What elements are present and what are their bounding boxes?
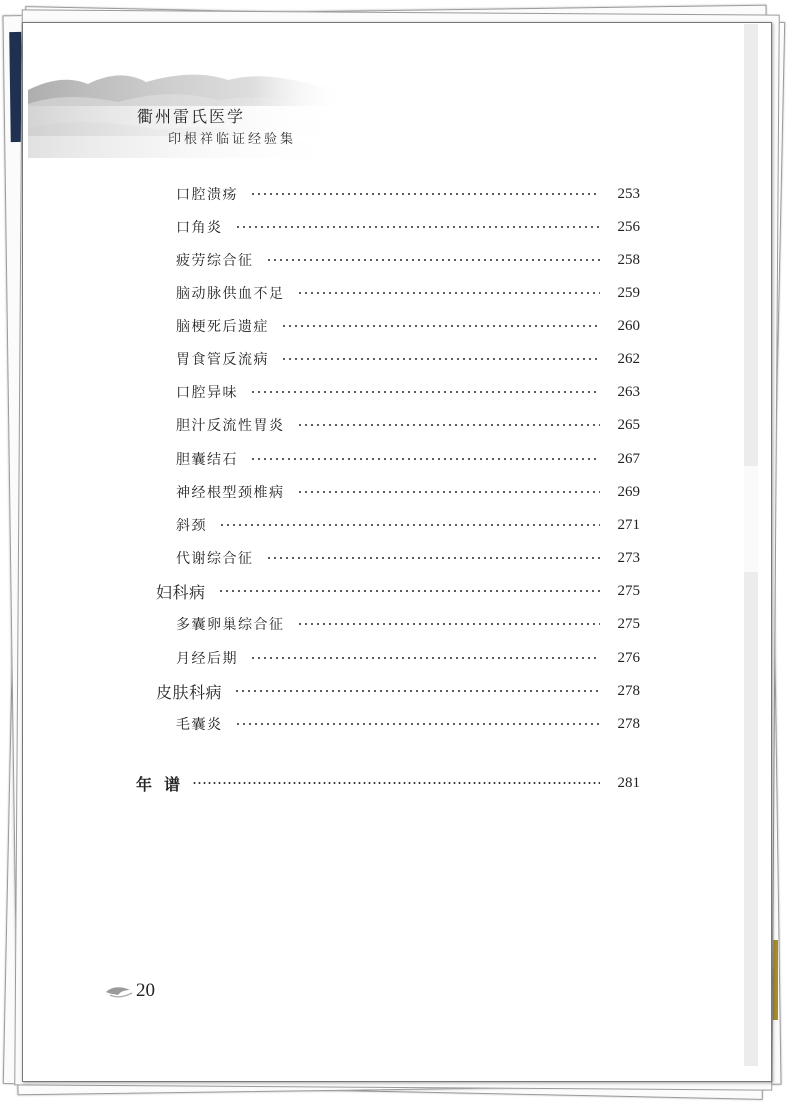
toc-entry[interactable] [156, 580, 640, 602]
toc-leader-dots [235, 226, 601, 228]
toc-entry-title: 年谱 [136, 774, 193, 794]
toc-entry[interactable] [176, 216, 640, 238]
toc-leader-dots [219, 524, 600, 526]
toc-entry-title: 脑动脉供血不足 [176, 286, 285, 302]
toc-entry-page: 273 [617, 549, 640, 566]
toc-leader-dots [250, 391, 600, 393]
toc-entry-title: 脑梗死后遗症 [176, 319, 269, 335]
toc-leader-dots [250, 458, 600, 460]
toc-leader-dots [266, 557, 601, 559]
toc-entry-title: 妇科病 [156, 582, 206, 602]
toc-entry-page: 276 [617, 649, 640, 666]
toc-entry-title: 口腔异味 [176, 385, 238, 401]
toc-entry-page: 259 [617, 284, 640, 301]
toc-entry-title: 神经根型颈椎病 [176, 485, 285, 501]
toc-entry-title: 口角炎 [176, 220, 223, 236]
toc-leader-dots [297, 623, 601, 625]
toc-entry-page: 269 [617, 483, 640, 500]
toc-leader-dots [281, 358, 600, 360]
book-title: 印根祥临证经验集 [168, 132, 297, 147]
toc-entry-page: 265 [617, 416, 640, 433]
leaf-swirl-icon [104, 984, 134, 1000]
page-number: 20 [136, 980, 155, 1001]
toc-leader-dots [250, 193, 600, 195]
toc-entry[interactable] [176, 183, 640, 205]
toc-entry[interactable] [176, 713, 640, 735]
toc-leader-dots [192, 782, 600, 784]
toc-entry-title: 口腔溃疡 [176, 187, 238, 203]
toc-entry[interactable] [176, 448, 640, 470]
toc-entry[interactable] [176, 282, 640, 304]
toc-leader-dots [266, 259, 601, 261]
toc-entry[interactable] [176, 414, 640, 436]
toc-entry-title: 皮肤科病 [156, 682, 223, 702]
toc-entry-page: 275 [617, 582, 640, 599]
toc-entry-title: 胆汁反流性胃炎 [176, 418, 285, 434]
toc-entry-page: 258 [617, 251, 640, 268]
toc-leader-dots [250, 657, 600, 659]
toc-entry[interactable] [156, 680, 640, 702]
toc-leader-dots [234, 690, 600, 692]
toc-leader-dots [297, 491, 601, 493]
toc-leader-dots [281, 325, 600, 327]
toc-entry-page: 271 [617, 516, 640, 533]
toc-entry[interactable] [176, 381, 640, 403]
toc-entry-page: 253 [617, 185, 640, 202]
toc-entry-title: 胆囊结石 [176, 452, 238, 468]
toc-entry-page: 275 [617, 615, 640, 632]
toc-entry-title: 代谢综合征 [176, 551, 254, 567]
toc-entry-page: 278 [617, 682, 640, 699]
toc-entry[interactable] [176, 348, 640, 370]
toc-leader-dots [297, 292, 601, 294]
toc-entry-title: 胃食管反流病 [176, 352, 269, 368]
toc-entry[interactable] [176, 315, 640, 337]
toc-entry-title: 斜颈 [176, 518, 207, 534]
toc-entry-title: 多囊卵巢综合征 [176, 617, 285, 633]
toc-entry-title: 月经后期 [176, 651, 238, 667]
toc-entry-page: 262 [617, 350, 640, 367]
toc-entry[interactable] [136, 772, 640, 794]
series-title: 衢州雷氏医学 [137, 107, 246, 126]
toc-entry-page: 281 [617, 774, 640, 791]
toc-entry[interactable] [176, 249, 640, 271]
toc-entry-title: 毛囊炎 [176, 717, 223, 733]
toc-entry[interactable] [176, 481, 640, 503]
toc-entry-title: 疲劳综合征 [176, 253, 254, 269]
toc-entry-page: 278 [617, 715, 640, 732]
toc-leader-dots [218, 590, 600, 592]
toc-entry-page: 256 [617, 218, 640, 235]
toc-leader-dots [235, 723, 601, 725]
toc-entry-page: 267 [617, 450, 640, 467]
toc-entry[interactable] [176, 647, 640, 669]
toc-entry-page: 263 [617, 383, 640, 400]
toc-entry-page: 260 [617, 317, 640, 334]
toc-entry[interactable] [176, 514, 640, 536]
toc-entry[interactable] [176, 613, 640, 635]
toc-entry[interactable] [176, 547, 640, 569]
toc-leader-dots [297, 424, 601, 426]
